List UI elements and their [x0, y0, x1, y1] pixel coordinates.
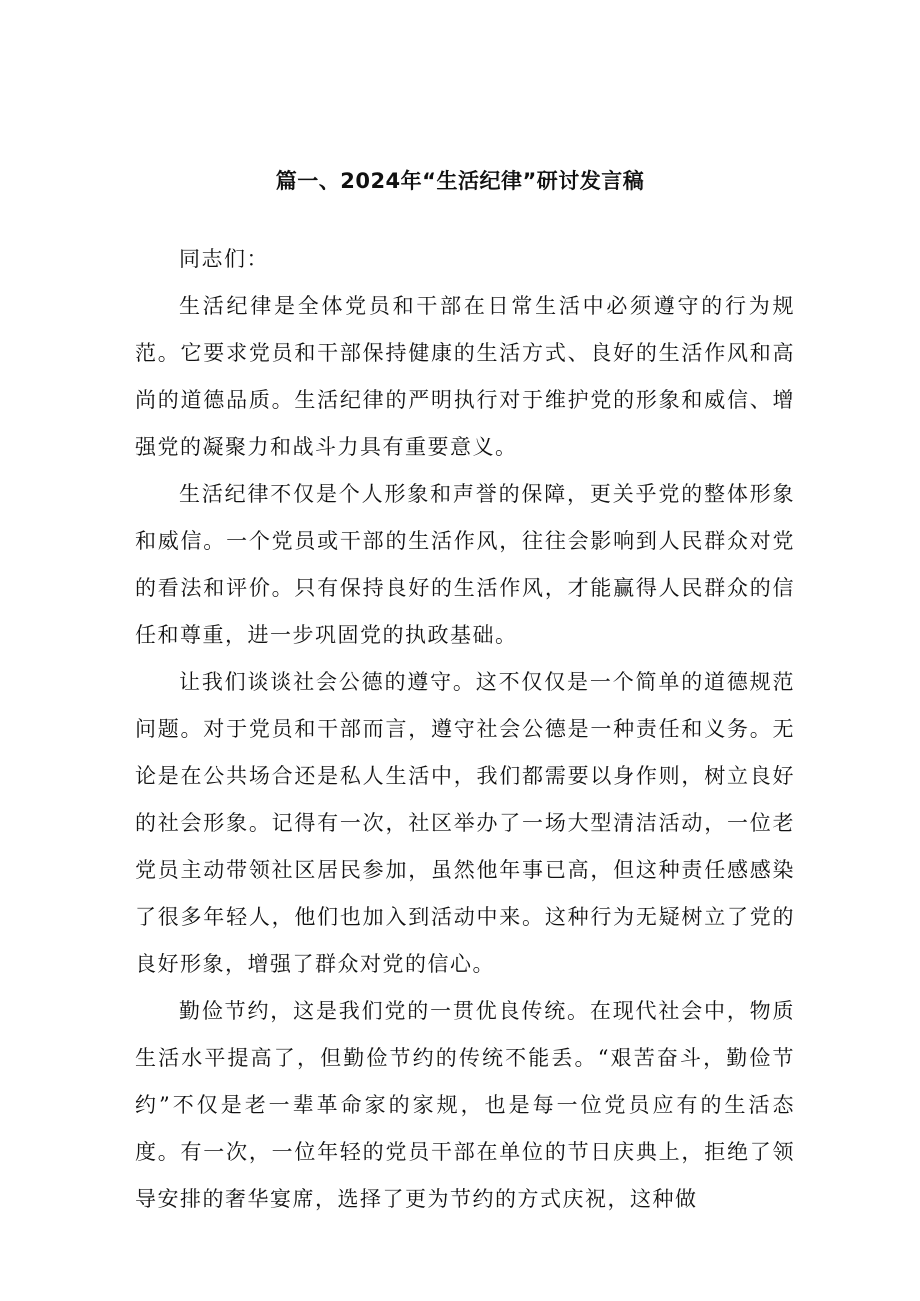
paragraph-1: 生活纪律是全体党员和干部在日常生活中必须遵守的行为规范。它要求党员和干部保持健康的生活方式、良好的生活作风和高尚的道德品质。生活纪律的严明执行对于维护党的形象和威信、增强党的凝聚力和战斗力具有重要意义。: [135, 294, 795, 459]
document-body: [135, 236, 795, 1223]
paragraph-4: 勤俭节约，这是我们党的一贯优良传统。在现代社会中，物质生活水平提高了，但勤俭节约的传统不能丢。“艰苦奋斗，勤俭节约”不仅是老一辈革命家的家规，也是每一位党员应有的生活态度。有一次，一位年轻的党员干部在单位的节日庆典上，拒绝了领导安排的奢华宴席，选择了更为节约的方式庆祝，这种做: [135, 999, 795, 1211]
salutation: 同志们：: [179, 247, 269, 271]
document-title: 篇一、2024年“生活纪律”研讨发言稿: [275, 169, 645, 193]
paragraph-3: 让我们谈谈社会公德的遵守。这不仅仅是一个简单的道德规范问题。对于党员和干部而言，遵守社会公德是一种责任和义务。无论是在公共场合还是私人生活中，我们都需要以身作则，树立良好的社会形象。记得有一次，社区举办了一场大型清洁活动，一位老党员主动带领社区居民参加，虽然他年事已高，但这种责任感感染了很多年轻人，他们也加入到活动中来。这种行为无疑树立了党的良好形象，增强了群众对党的信心。: [135, 670, 795, 976]
paragraph-2: 生活纪律不仅是个人形象和声誉的保障，更关乎党的整体形象和威信。一个党员或干部的生活作风，往往会影响到人民群众对党的看法和评价。只有保持良好的生活作风，才能赢得人民群众的信任和尊重，进一步巩固党的执政基础。: [135, 482, 795, 647]
